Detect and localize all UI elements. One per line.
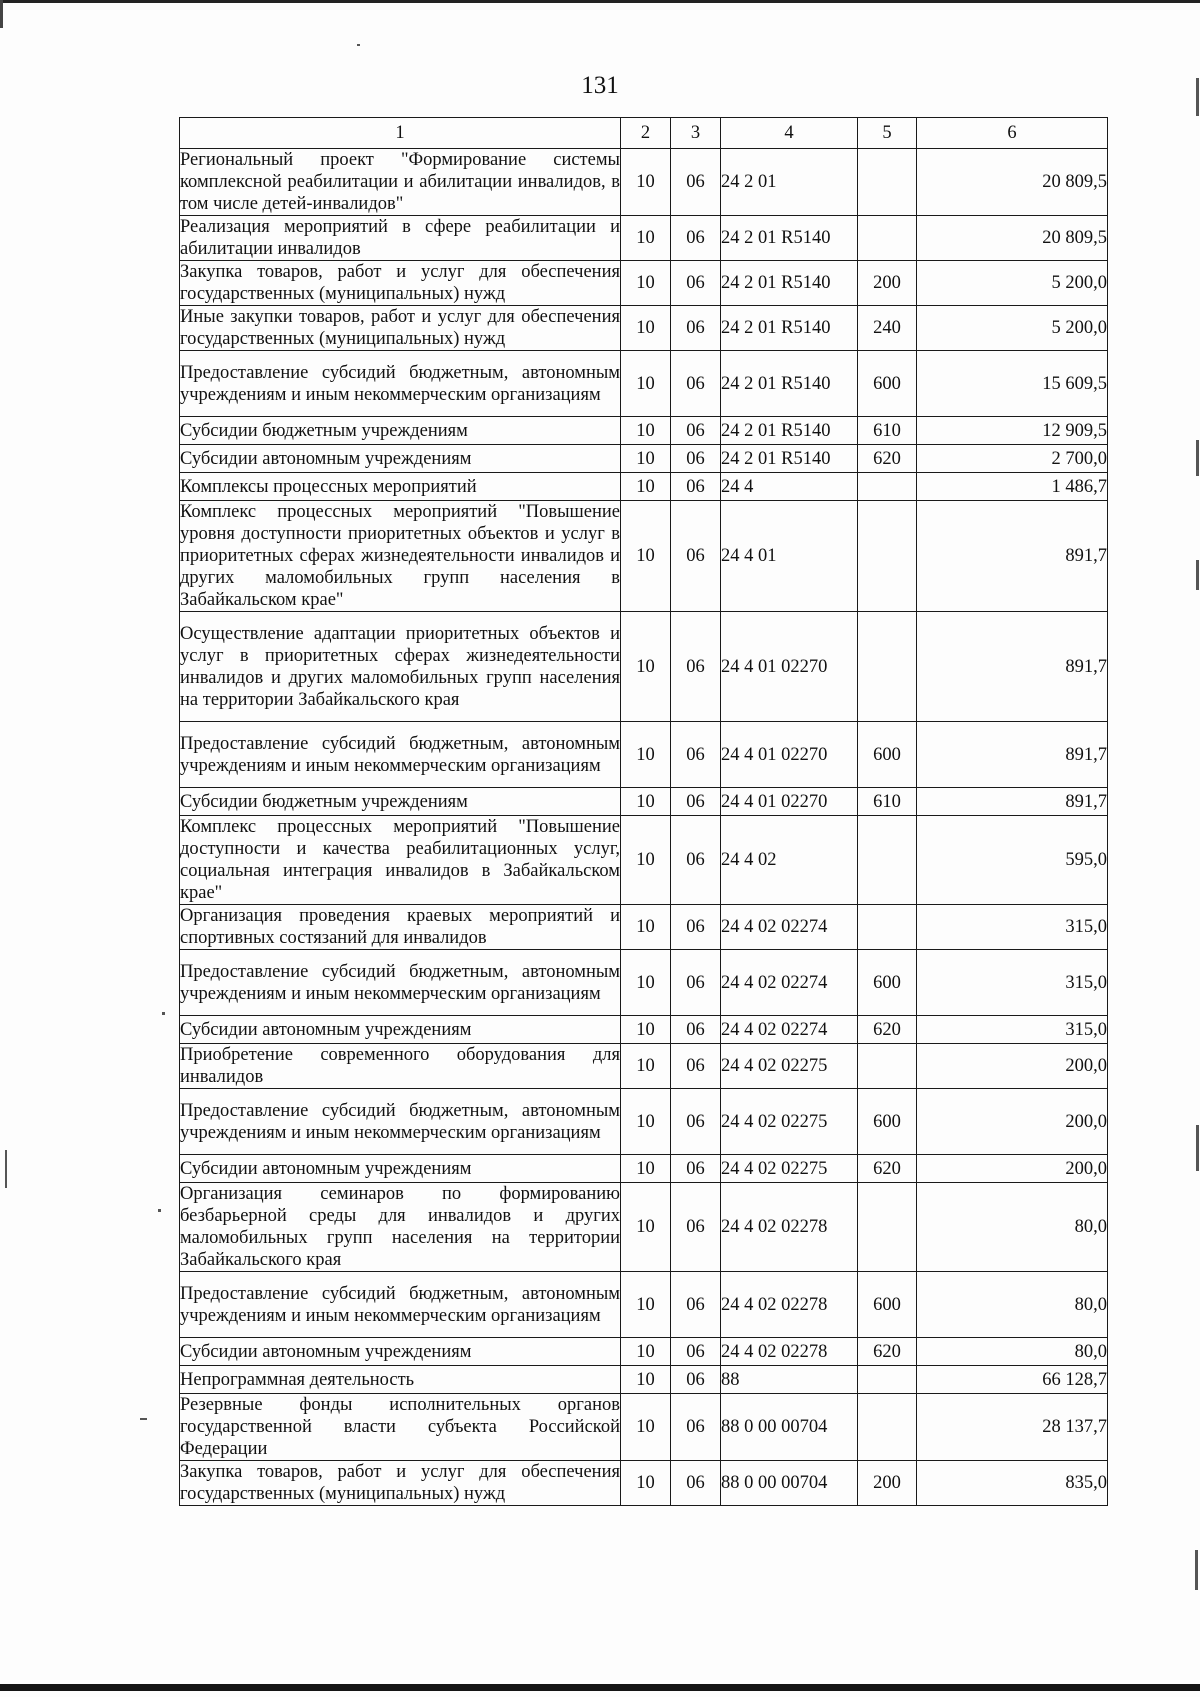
section-code-cell: 10 <box>621 1338 671 1366</box>
amount-cell: 1 486,7 <box>917 473 1108 501</box>
scan-mark <box>140 1418 147 1420</box>
table-row <box>180 905 1108 950</box>
row-name-cell: Реализация мероприятий в сфере реабилитации и абилитации инвалидов <box>180 217 620 259</box>
row-name-cell: Комплексы процессных мероприятий <box>180 473 621 501</box>
expense-type-cell <box>858 216 917 261</box>
subsection-code-cell: 06 <box>671 306 721 351</box>
row-name-cell: Субсидии бюджетным учреждениям <box>180 417 621 445</box>
target-article-cell: 24 2 01 <box>721 149 858 216</box>
expense-type-cell: 620 <box>858 1155 917 1183</box>
section-code-cell: 10 <box>621 1461 671 1506</box>
expense-type-cell: 620 <box>858 1016 917 1044</box>
amount-cell: 80,0 <box>917 1183 1108 1272</box>
scan-edge-bottom <box>0 1684 1200 1691</box>
target-article-cell: 24 2 01 R5140 <box>721 261 858 306</box>
scan-edge-left <box>0 0 3 28</box>
target-article-cell: 24 2 01 R5140 <box>721 351 858 417</box>
target-article-cell: 24 4 02 02278 <box>721 1338 858 1366</box>
row-name-cell: Организация проведения краевых мероприятий и спортивных состязаний для инвалидов <box>180 906 620 948</box>
table-row <box>180 950 1108 1016</box>
section-code-cell: 10 <box>621 722 671 788</box>
expense-type-cell <box>858 905 917 950</box>
row-name-cell: Иные закупки товаров, работ и услуг для обеспечения государственных (муниципальных) нужд <box>180 307 620 349</box>
subsection-code-cell: 06 <box>671 216 721 261</box>
scan-mark <box>158 1209 161 1212</box>
target-article-cell: 24 4 02 <box>721 816 858 905</box>
section-code-cell: 10 <box>621 1272 671 1338</box>
expense-type-cell <box>858 1183 917 1272</box>
row-name-cell: Осуществление адаптации приоритетных объектов и услуг в приоритетных сферах жизнедеятельности инвалидов и других маломобильных групп населения на территории Забайкальского края <box>180 612 621 722</box>
amount-cell: 315,0 <box>917 950 1108 1016</box>
row-name-cell: Субсидии автономным учреждениям <box>180 445 621 473</box>
table-row <box>180 1044 1108 1089</box>
section-code-cell: 10 <box>621 445 671 473</box>
section-code-cell: 10 <box>621 473 671 501</box>
section-code-cell: 10 <box>621 216 671 261</box>
table-row <box>180 306 1108 351</box>
table-row <box>180 1338 1108 1366</box>
expense-type-cell: 620 <box>858 445 917 473</box>
section-code-cell: 10 <box>621 261 671 306</box>
subsection-code-cell: 06 <box>671 1366 721 1394</box>
page-number: 131 <box>581 72 619 99</box>
subsection-code-cell: 06 <box>671 149 721 216</box>
section-code-cell: 10 <box>621 351 671 417</box>
column-header: 5 <box>858 118 917 149</box>
row-name-cell: Предоставление субсидий бюджетным, автономным учреждениям и иным некоммерческим организациям <box>180 1089 621 1155</box>
target-article-cell: 24 4 02 02274 <box>721 950 858 1016</box>
column-header: 4 <box>721 118 858 149</box>
target-article-cell: 24 4 01 02270 <box>721 722 858 788</box>
table-row <box>180 417 1108 445</box>
amount-cell: 80,0 <box>917 1272 1108 1338</box>
expense-type-cell <box>858 612 917 722</box>
section-code-cell: 10 <box>621 501 671 612</box>
amount-cell: 12 909,5 <box>917 417 1108 445</box>
section-code-cell: 10 <box>621 1394 671 1461</box>
target-article-cell: 88 0 00 00704 <box>721 1394 858 1461</box>
subsection-code-cell: 06 <box>671 351 721 417</box>
row-name-cell: Непрограммная деятельность <box>180 1366 621 1394</box>
amount-cell: 891,7 <box>917 612 1108 722</box>
row-name-cell: Предоставление субсидий бюджетным, автономным учреждениям и иным некоммерческим организациям <box>180 1272 621 1338</box>
expense-type-cell <box>858 816 917 905</box>
amount-cell: 20 809,5 <box>917 216 1108 261</box>
table-header-row <box>180 118 1108 149</box>
subsection-code-cell: 06 <box>671 1016 721 1044</box>
expense-type-cell <box>858 1366 917 1394</box>
amount-cell: 5 200,0 <box>917 306 1108 351</box>
expense-type-cell: 620 <box>858 1338 917 1366</box>
subsection-code-cell: 06 <box>671 1089 721 1155</box>
table-body <box>180 149 1108 1506</box>
column-header: 2 <box>621 118 671 149</box>
expense-type-cell: 240 <box>858 306 917 351</box>
target-article-cell: 24 4 02 02278 <box>721 1183 858 1272</box>
row-name-cell: Предоставление субсидий бюджетным, автономным учреждениям и иным некоммерческим организациям <box>180 950 621 1016</box>
target-article-cell: 24 4 01 02270 <box>721 612 858 722</box>
target-article-cell: 24 4 01 <box>721 501 858 612</box>
table-row <box>180 445 1108 473</box>
target-article-cell: 24 4 02 02274 <box>721 1016 858 1044</box>
amount-cell: 315,0 <box>917 1016 1108 1044</box>
subsection-code-cell: 06 <box>671 1394 721 1461</box>
row-name-cell: Закупка товаров, работ и услуг для обеспечения государственных (муниципальных) нужд <box>180 1462 620 1504</box>
table-row <box>180 788 1108 816</box>
subsection-code-cell: 06 <box>671 445 721 473</box>
target-article-cell: 24 2 01 R5140 <box>721 306 858 351</box>
column-header: 1 <box>180 118 621 149</box>
subsection-code-cell: 06 <box>671 417 721 445</box>
amount-cell: 200,0 <box>917 1155 1108 1183</box>
section-code-cell: 10 <box>621 1183 671 1272</box>
section-code-cell: 10 <box>621 905 671 950</box>
subsection-code-cell: 06 <box>671 722 721 788</box>
subsection-code-cell: 06 <box>671 788 721 816</box>
subsection-code-cell: 06 <box>671 905 721 950</box>
row-name-cell: Региональный проект "Формирование системы комплексной реабилитации и абилитации инвалидов, в том числе детей-инвалидов" <box>180 150 620 214</box>
row-name-cell: Комплекс процессных мероприятий "Повышение уровня доступности приоритетных объектов и услуг в приоритетных сферах жизнедеятельности инвалидов и других маломобильных групп населения в Забайкальском крае" <box>180 502 620 610</box>
scan-mark <box>162 1012 165 1015</box>
section-code-cell: 10 <box>621 612 671 722</box>
target-article-cell: 24 4 02 02274 <box>721 905 858 950</box>
subsection-code-cell: 06 <box>671 1044 721 1089</box>
table-row <box>180 473 1108 501</box>
subsection-code-cell: 06 <box>671 612 721 722</box>
row-name-cell: Приобретение современного оборудования для инвалидов <box>180 1045 620 1087</box>
subsection-code-cell: 06 <box>671 1272 721 1338</box>
subsection-code-cell: 06 <box>671 261 721 306</box>
table-row <box>180 149 1108 216</box>
column-header: 6 <box>917 118 1108 149</box>
table-row <box>180 722 1108 788</box>
section-code-cell: 10 <box>621 950 671 1016</box>
scan-mark <box>1196 560 1199 590</box>
row-name-cell: Резервные фонды исполнительных органов государственной власти субъекта Российской Федерации <box>180 1395 620 1459</box>
scan-edge-top <box>0 0 1200 3</box>
amount-cell: 891,7 <box>917 501 1108 612</box>
budget-table <box>179 117 1108 1506</box>
amount-cell: 835,0 <box>917 1461 1108 1506</box>
scan-mark <box>1195 1550 1198 1590</box>
expense-type-cell <box>858 1394 917 1461</box>
expense-type-cell: 600 <box>858 351 917 417</box>
table-row <box>180 612 1108 722</box>
subsection-code-cell: 06 <box>671 1338 721 1366</box>
scan-mark <box>357 44 360 46</box>
row-name-cell: Субсидии бюджетным учреждениям <box>180 788 621 816</box>
amount-cell: 80,0 <box>917 1338 1108 1366</box>
expense-type-cell <box>858 501 917 612</box>
target-article-cell: 88 0 00 00704 <box>721 1461 858 1506</box>
subsection-code-cell: 06 <box>671 950 721 1016</box>
section-code-cell: 10 <box>621 816 671 905</box>
amount-cell: 5 200,0 <box>917 261 1108 306</box>
subsection-code-cell: 06 <box>671 816 721 905</box>
expense-type-cell: 610 <box>858 417 917 445</box>
subsection-code-cell: 06 <box>671 473 721 501</box>
section-code-cell: 10 <box>621 306 671 351</box>
row-name-cell: Предоставление субсидий бюджетным, автономным учреждениям и иным некоммерческим организациям <box>180 351 621 417</box>
row-name-cell: Предоставление субсидий бюджетным, автономным учреждениям и иным некоммерческим организациям <box>180 722 621 788</box>
target-article-cell: 24 4 01 02270 <box>721 788 858 816</box>
amount-cell: 891,7 <box>917 788 1108 816</box>
section-code-cell: 10 <box>621 149 671 216</box>
expense-type-cell <box>858 473 917 501</box>
table-row <box>180 1461 1108 1506</box>
row-name-cell: Организация семинаров по формированию безбарьерной среды для инвалидов и других маломобильных групп населения на территории Забайкальского края <box>180 1184 620 1270</box>
expense-type-cell: 610 <box>858 788 917 816</box>
row-name-cell: Субсидии автономным учреждениям <box>180 1155 621 1183</box>
amount-cell: 2 700,0 <box>917 445 1108 473</box>
section-code-cell: 10 <box>621 1089 671 1155</box>
table-row <box>180 351 1108 417</box>
table-row <box>180 816 1108 905</box>
target-article-cell: 24 4 02 02275 <box>721 1089 858 1155</box>
amount-cell: 66 128,7 <box>917 1366 1108 1394</box>
table-row <box>180 501 1108 612</box>
amount-cell: 315,0 <box>917 905 1108 950</box>
amount-cell: 200,0 <box>917 1044 1108 1089</box>
row-name-cell: Субсидии автономным учреждениям <box>180 1338 621 1366</box>
subsection-code-cell: 06 <box>671 1155 721 1183</box>
amount-cell: 20 809,5 <box>917 149 1108 216</box>
table-row <box>180 1272 1108 1338</box>
table-row <box>180 1016 1108 1044</box>
section-code-cell: 10 <box>621 1155 671 1183</box>
scan-mark <box>1196 440 1199 476</box>
scan-mark <box>5 1150 7 1188</box>
table-row <box>180 261 1108 306</box>
row-name-cell: Комплекс процессных мероприятий "Повышение доступности и качества реабилитационных услуг, социальная интеграция инвалидов в Забайкальском крае" <box>180 817 620 903</box>
table-row <box>180 1089 1108 1155</box>
expense-type-cell: 600 <box>858 722 917 788</box>
section-code-cell: 10 <box>621 1044 671 1089</box>
table-row <box>180 1155 1108 1183</box>
amount-cell: 891,7 <box>917 722 1108 788</box>
expense-type-cell: 200 <box>858 261 917 306</box>
target-article-cell: 24 4 02 02275 <box>721 1155 858 1183</box>
section-code-cell: 10 <box>621 417 671 445</box>
subsection-code-cell: 06 <box>671 1461 721 1506</box>
expense-type-cell: 600 <box>858 1272 917 1338</box>
amount-cell: 28 137,7 <box>917 1394 1108 1461</box>
column-header: 3 <box>671 118 721 149</box>
amount-cell: 200,0 <box>917 1089 1108 1155</box>
scan-mark <box>1196 1125 1199 1171</box>
target-article-cell: 24 4 02 02278 <box>721 1272 858 1338</box>
target-article-cell: 24 2 01 R5140 <box>721 216 858 261</box>
expense-type-cell <box>858 149 917 216</box>
table-row <box>180 1394 1108 1461</box>
expense-type-cell: 600 <box>858 1089 917 1155</box>
table-row <box>180 1183 1108 1272</box>
target-article-cell: 24 4 02 02275 <box>721 1044 858 1089</box>
target-article-cell: 88 <box>721 1366 858 1394</box>
section-code-cell: 10 <box>621 1366 671 1394</box>
amount-cell: 595,0 <box>917 816 1108 905</box>
table-row <box>180 1366 1108 1394</box>
table-row <box>180 216 1108 261</box>
target-article-cell: 24 4 <box>721 473 858 501</box>
section-code-cell: 10 <box>621 788 671 816</box>
section-code-cell: 10 <box>621 1016 671 1044</box>
row-name-cell: Субсидии автономным учреждениям <box>180 1016 621 1044</box>
expense-type-cell: 600 <box>858 950 917 1016</box>
target-article-cell: 24 2 01 R5140 <box>721 417 858 445</box>
amount-cell: 15 609,5 <box>917 351 1108 417</box>
row-name-cell: Закупка товаров, работ и услуг для обеспечения государственных (муниципальных) нужд <box>180 262 620 304</box>
target-article-cell: 24 2 01 R5140 <box>721 445 858 473</box>
subsection-code-cell: 06 <box>671 1183 721 1272</box>
expense-type-cell: 200 <box>858 1461 917 1506</box>
expense-type-cell <box>858 1044 917 1089</box>
subsection-code-cell: 06 <box>671 501 721 612</box>
